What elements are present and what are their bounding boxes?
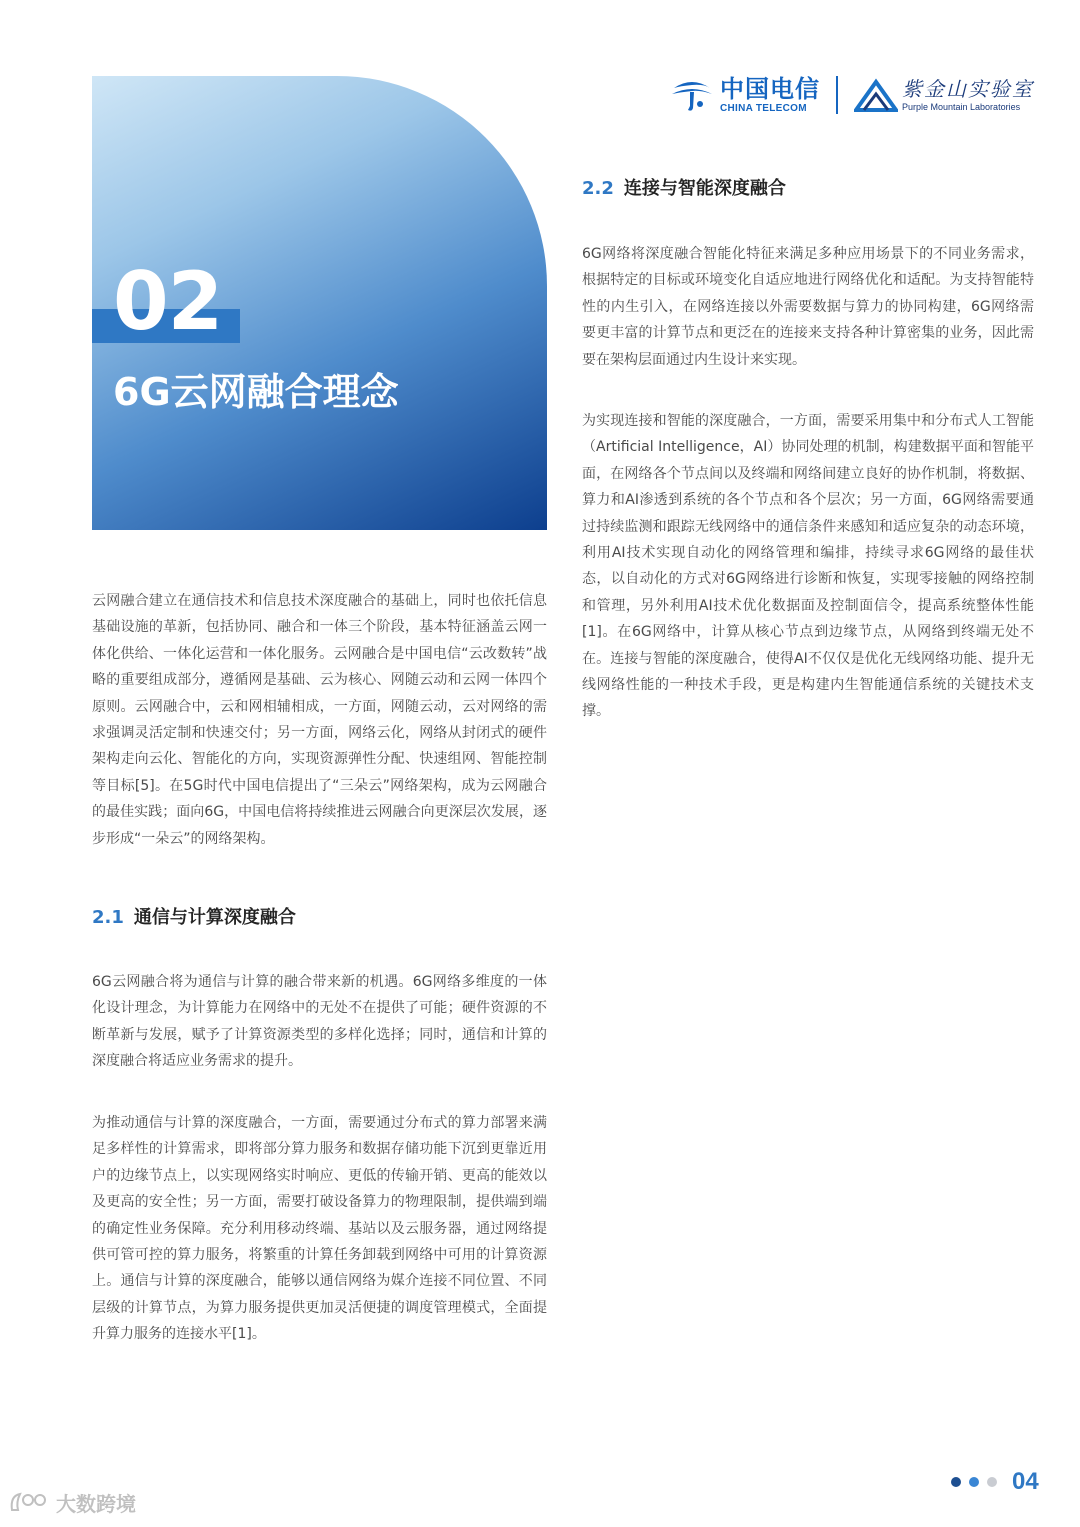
logo-divider <box>836 76 838 114</box>
watermark <box>8 1488 136 1517</box>
watermark-logo-icon <box>8 1490 50 1516</box>
header-logos <box>670 73 1034 114</box>
section-2-1-heading <box>92 907 296 929</box>
chapter-number: 02 <box>113 255 223 348</box>
pml-name-cn: 紫金山实验室 <box>902 76 1034 101</box>
pml-name-en: Purple Mountain Laboratories <box>902 101 1021 112</box>
section-2-2-paragraph: 6G网络将深度融合智能化特征来满足多种应用场景下的不同业务需求，根据特定的目标或环境变化自适应地进行网络优化和适配。为支持智能特性的内生引入，在网络连接以外需要数据与算力的协同构建，6G网络需要更丰富的计算节点和更泛在的连接来支持各种计算密集的业务，因此需要在架构层面通过内生设计来实现。 <box>582 246 1034 368</box>
china-telecom-icon <box>670 78 714 112</box>
section-title: 通信与计算深度融合 <box>133 907 296 928</box>
indicator-dot <box>987 1477 997 1487</box>
indicator-dot <box>951 1477 961 1487</box>
purple-mountain-logo <box>854 78 1034 112</box>
section-number: 2.2 <box>582 178 614 199</box>
watermark-text: 大数跨境 <box>56 1492 136 1516</box>
section-2-1-paragraph: 为推动通信与计算的深度融合，一方面，需要通过分布式的算力部署来满足多样性的计算需求，即将部分算力服务和数据存储功能下沉到更靠近用户的边缘节点上，以实现网络实时响应、更低的传输开销、更高的能效以及更高的安全性；另一方面，需要打破设备算力的物理限制，提供端到端的确定性业务保障。充分利用移动终端、基站以及云服务器，通过网络提供可管可控的算力服务，将繁重的计算任务卸载到网络中可用的计算资源上。通信与计算的深度融合，能够以通信网络为媒介连接不同位置、不同层级的计算节点，为算力服务提供更加灵活便捷的调度管理模式，全面提升算力服务的连接水平[1]。 <box>92 1115 547 1343</box>
indicator-dot <box>969 1477 979 1487</box>
page-indicator-dots <box>951 1477 997 1487</box>
section-2-1-paragraph: 6G云网融合将为通信与计算的融合带来新的机遇。6G网络多维度的一体化设计理念，为计算能力在网络中的无处不在提供了可能；硬件资源的不断革新与发展，赋予了计算资源类型的多样化选择；同时，通信和计算的深度融合将适应业务需求的提升。 <box>92 974 547 1070</box>
section-2-2-heading <box>582 178 786 200</box>
intro-paragraph: 云网融合建立在通信技术和信息技术深度融合的基础上，同时也依托信息基础设施的革新，包括协同、融合和一体三个阶段，基本特征涵盖云网一体化供给、一体化运营和一体化服务。云网融合是中国电信“云改数转”战略的重要组成部分，遵循网是基础、云为核心、网随云动和云网一体四个原则。云网融合中，云和网相辅相成，一方面，网随云动，云对网络的需求强调灵活定制和快速交付；另一方面，网络云化，网络从封闭式的硬件架构走向云化、智能化的方向，实现资源弹性分配、快速组网、智能控制等目标[5]。在5G时代中国电信提出了“三朵云”网络架构，成为云网融合的最佳实践；面向6G，中国电信将持续推进云网融合向更深层次发展，逐步形成“一朵云”的网络架构。 <box>92 593 547 847</box>
section-2-2-paragraph: 为实现连接和智能的深度融合，一方面，需要采用集中和分布式人工智能（Artificial Intelligence，AI）协同处理的机制，构建数据平面和智能平面，在网络各个节点间以及终端和网络间建立良好的协作机制，将数据、算力和AI渗透到系统的各个节点和各个层次；另一方面，6G网络需要通过持续监测和跟踪无线网络中的通信条件来感知和适应复杂的动态环境，利用AI技术实现自动化的网络管理和编排，持续寻求6G网络的最佳状态，以自动化的方式对6G网络进行诊断和恢复，实现零接触的网络控制和管理，另外利用AI技术优化数据面及控制面信令，提高系统整体性能[1]。在6G网络中，计算从核心节点到边缘节点，从网络到终端无处不在。连接与智能的深度融合，使得AI不仅仅是优化无线网络功能、提升无线网络性能的一种技术手段，更是构建内生智能通信系统的关键技术支撑。 <box>582 413 1034 720</box>
china-telecom-name-cn: 中国电信 <box>720 73 820 103</box>
china-telecom-name-en: CHINA TELECOM <box>720 102 807 114</box>
page-number: 04 <box>1012 1468 1039 1495</box>
section-title: 连接与智能深度融合 <box>623 178 786 199</box>
mountain-icon <box>854 78 898 112</box>
chapter-title: 6G云网融合理念 <box>113 370 399 414</box>
section-number: 2.1 <box>92 907 124 928</box>
china-telecom-logo <box>670 73 820 114</box>
